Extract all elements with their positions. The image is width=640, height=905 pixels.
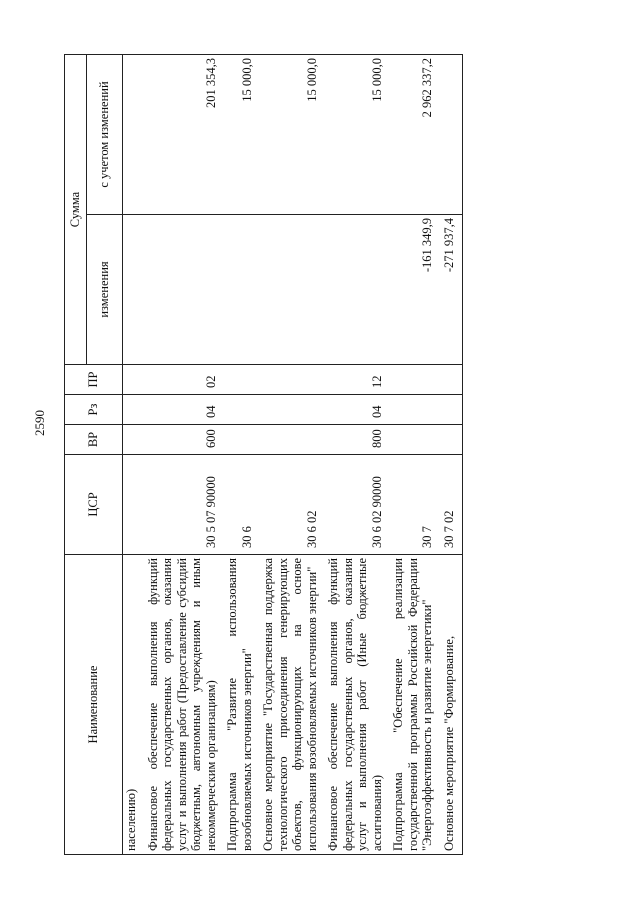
- table-row: [224, 55, 260, 855]
- cell-vr: [390, 425, 441, 455]
- cell-change: [123, 215, 145, 365]
- header-change: изменения: [87, 215, 123, 365]
- cell-pr: [260, 365, 325, 395]
- cell-total: 201 354,3: [145, 55, 225, 215]
- cell-pr: [390, 365, 441, 395]
- header-with-change: с учетом изменений: [87, 55, 123, 215]
- table-row: [123, 55, 145, 855]
- budget-table: [64, 54, 463, 855]
- cell-pr: [224, 365, 260, 395]
- cell-name: Подпрограмма "Обеспечение реализации государственной программы Российской Федерации "Энергоэффективность и развитие энергетики": [390, 555, 441, 855]
- cell-vr: [260, 425, 325, 455]
- cell-pr: [123, 365, 145, 395]
- cell-csr: [123, 455, 145, 555]
- cell-total: 15 000,0: [260, 55, 325, 215]
- header-sum: Сумма: [65, 55, 87, 365]
- table-row: [260, 55, 325, 855]
- cell-change: -271 937,4: [441, 215, 463, 365]
- cell-vr: [441, 425, 463, 455]
- cell-rz: [224, 395, 260, 425]
- header-rz: Рз: [65, 395, 123, 425]
- cell-pr: 02: [145, 365, 225, 395]
- cell-rz: [441, 395, 463, 425]
- cell-csr: 30 5 07 90000: [145, 455, 225, 555]
- cell-change: -161 349,9: [390, 215, 441, 365]
- cell-name: населению): [123, 555, 145, 855]
- cell-name: Подпрограмма "Развитие использования возобновляемых источников энергии": [224, 555, 260, 855]
- cell-total: 15 000,0: [224, 55, 260, 215]
- cell-change: [224, 215, 260, 365]
- cell-csr: 30 7: [390, 455, 441, 555]
- table-row: [145, 55, 225, 855]
- cell-csr: 30 6 02 90000: [325, 455, 390, 555]
- cell-pr: [441, 365, 463, 395]
- cell-rz: 04: [145, 395, 225, 425]
- cell-rz: [260, 395, 325, 425]
- header-vr: ВР: [65, 425, 123, 455]
- cell-rz: [123, 395, 145, 425]
- cell-csr: 30 6: [224, 455, 260, 555]
- cell-name: Основное мероприятие "Формирование,: [441, 555, 463, 855]
- cell-vr: 600: [145, 425, 225, 455]
- table-body: [123, 55, 463, 855]
- header-pr: ПР: [65, 365, 123, 395]
- header-name: Наименование: [65, 555, 123, 855]
- rotated-page-content: [64, 55, 576, 855]
- cell-name: Финансовое обеспечение выполнения функций федеральных государственных органов, оказания услуг и выполнения работ (Иные бюджетные ассигнования): [325, 555, 390, 855]
- cell-csr: 30 7 02: [441, 455, 463, 555]
- cell-vr: 800: [325, 425, 390, 455]
- table-row: [325, 55, 390, 855]
- cell-total: 15 000,0: [325, 55, 390, 215]
- cell-pr: 12: [325, 365, 390, 395]
- cell-total: [123, 55, 145, 215]
- cell-total: [441, 55, 463, 215]
- cell-total: 2 962 337,2: [390, 55, 441, 215]
- cell-rz: 04: [325, 395, 390, 425]
- table-row: [441, 55, 463, 855]
- page-number: 2590: [32, 410, 47, 436]
- cell-change: [325, 215, 390, 365]
- cell-change: [145, 215, 225, 365]
- cell-rz: [390, 395, 441, 425]
- header-csr: ЦСР: [65, 455, 123, 555]
- table-row: [390, 55, 441, 855]
- cell-csr: 30 6 02: [260, 455, 325, 555]
- cell-vr: [224, 425, 260, 455]
- cell-vr: [123, 425, 145, 455]
- cell-name: Финансовое обеспечение выполнения функций федеральных государственных органов, оказания услуг и выполнения работ (Предоставление субсидий бюджетным, автономным учреждениям и иным некоммерческим организациям): [145, 555, 225, 855]
- cell-change: [260, 215, 325, 365]
- cell-name: Основное мероприятие "Государственная поддержка технологического присоединения генерирующих объектов, функционирующих на основе использования возобновляемых источников энергии": [260, 555, 325, 855]
